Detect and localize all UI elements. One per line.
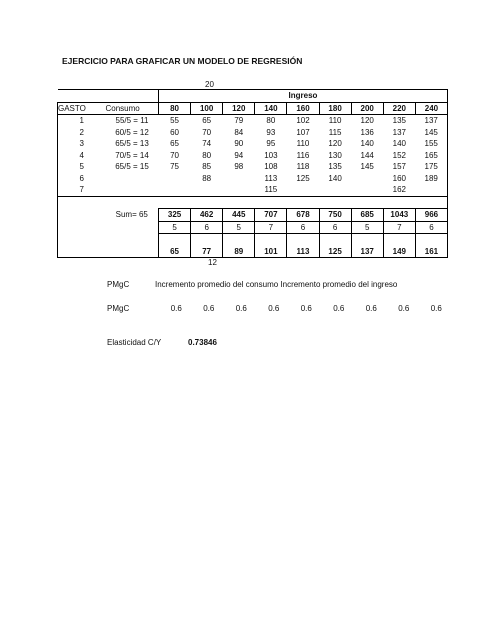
value-cell: 84 xyxy=(234,127,244,137)
regression-table xyxy=(57,89,448,258)
value-cell: 120 xyxy=(360,116,374,126)
value-cell: 175 xyxy=(415,161,447,173)
gasto-cell: 4 xyxy=(58,150,106,162)
value-cell: 79 xyxy=(234,116,244,126)
value-cell xyxy=(159,173,191,185)
pmgc-value: 0.6 xyxy=(170,304,182,313)
consumo-cell: 60/5 = 12 xyxy=(115,127,149,137)
value-cell: 145 xyxy=(415,127,447,139)
value-cell: 125 xyxy=(296,173,310,183)
income-header: 120 xyxy=(223,102,255,115)
elasticity-label: Elasticidad C/Y xyxy=(107,338,162,347)
document-title: EJERCICIO PARA GRAFICAR UN MODELO DE REGRESIÓN xyxy=(62,56,303,66)
value-cell: 75 xyxy=(170,162,179,172)
sum-cell: 678 xyxy=(287,209,319,222)
value-cell xyxy=(351,184,383,196)
sum-label: Sum= 65 xyxy=(115,210,148,220)
value-cell xyxy=(415,184,447,196)
sum-cell: 966 xyxy=(415,209,447,222)
value-cell: 65 xyxy=(202,116,212,126)
count-cell: 5 xyxy=(159,221,191,234)
pmgc-value: 0.6 xyxy=(333,304,345,313)
value-cell: 110 xyxy=(296,139,310,149)
value-cell: 162 xyxy=(392,185,406,195)
sum-cell: 325 xyxy=(159,209,191,222)
sum-cell: 445 xyxy=(223,209,255,222)
value-cell: 70 xyxy=(202,127,212,137)
gasto-cell: 6 xyxy=(58,173,106,185)
income-header: 100 xyxy=(191,102,223,115)
income-header: 160 xyxy=(287,102,319,115)
value-cell: 80 xyxy=(202,150,212,160)
consumo-cell xyxy=(106,184,159,196)
count-cell: 7 xyxy=(383,221,415,234)
income-header: 140 xyxy=(255,102,287,115)
table-row xyxy=(58,115,448,127)
ingreso-header: Ingreso xyxy=(159,90,448,103)
value-cell: 116 xyxy=(296,150,310,160)
consumo-cell: 70/5 = 14 xyxy=(115,150,149,160)
count-cell: 7 xyxy=(255,221,287,234)
value-cell: 135 xyxy=(328,162,342,172)
table-row xyxy=(58,184,448,196)
count-cell: 5 xyxy=(223,221,255,234)
mean-cell: 137 xyxy=(351,246,383,258)
value-cell: 140 xyxy=(360,139,374,149)
value-cell: 130 xyxy=(328,150,342,160)
pmgc-value: 0.6 xyxy=(203,304,215,313)
pmgc-value: 0.6 xyxy=(268,304,280,313)
sum-cell: 462 xyxy=(191,209,223,222)
gasto-cell: 1 xyxy=(58,115,106,127)
table-row xyxy=(58,150,448,162)
value-cell: 90 xyxy=(234,139,244,149)
income-header: 220 xyxy=(383,102,415,115)
value-cell: 160 xyxy=(392,173,406,183)
pmgc-value: 0.6 xyxy=(365,304,377,313)
count-cell: 6 xyxy=(319,221,351,234)
income-header: 180 xyxy=(319,102,351,115)
gasto-cell: 5 xyxy=(58,161,106,173)
value-cell: 135 xyxy=(392,116,406,126)
value-cell xyxy=(223,173,255,185)
value-cell: 55 xyxy=(170,116,179,126)
value-cell: 189 xyxy=(415,173,447,185)
pmgc-label: PMgC xyxy=(107,304,130,313)
gasto-cell: 7 xyxy=(58,184,106,196)
table-row xyxy=(58,138,448,150)
count-cell: 5 xyxy=(351,221,383,234)
pmgc-description: Incremento promedio del consumo Incremento promedio del ingreso xyxy=(155,280,398,289)
value-cell: 60 xyxy=(170,127,179,137)
sum-cell: 750 xyxy=(319,209,351,222)
spacer-row xyxy=(58,234,448,246)
mean-cell: 125 xyxy=(319,246,351,258)
value-cell: 165 xyxy=(415,150,447,162)
value-cell: 88 xyxy=(202,173,212,183)
value-cell: 152 xyxy=(392,150,406,160)
table-row xyxy=(58,173,448,185)
income-header: 240 xyxy=(415,102,447,115)
label-bottom: 12 xyxy=(208,258,217,267)
value-cell: 93 xyxy=(266,127,276,137)
value-cell: 136 xyxy=(360,127,374,137)
value-cell: 85 xyxy=(202,162,212,172)
consumo-cell: 55/5 = 11 xyxy=(115,116,149,126)
count-cell: 6 xyxy=(415,221,447,234)
value-cell: 115 xyxy=(328,127,342,137)
consumo-cell: 65/5 = 13 xyxy=(115,139,149,149)
gasto-cell: 2 xyxy=(58,127,106,139)
value-cell: 102 xyxy=(296,116,310,126)
value-cell xyxy=(319,184,351,196)
mean-cell: 89 xyxy=(223,246,255,258)
value-cell: 74 xyxy=(202,139,212,149)
value-cell: 144 xyxy=(360,150,374,160)
value-cell: 113 xyxy=(264,173,278,183)
value-cell: 145 xyxy=(360,162,374,172)
gasto-cell: 3 xyxy=(58,138,106,150)
value-cell: 157 xyxy=(392,162,406,172)
value-cell xyxy=(223,184,255,196)
mean-cell: 149 xyxy=(383,246,415,258)
consumo-cell: 65/5 = 15 xyxy=(115,162,149,172)
mean-cell: 161 xyxy=(415,246,447,258)
value-cell: 103 xyxy=(264,150,278,160)
count-cell: 6 xyxy=(191,221,223,234)
value-cell xyxy=(351,173,383,185)
mean-cell: 113 xyxy=(287,246,319,258)
spacer-row xyxy=(58,196,448,209)
mean-cell: 65 xyxy=(159,246,191,258)
value-cell: 65 xyxy=(170,139,179,149)
value-cell xyxy=(191,184,223,196)
value-cell: 137 xyxy=(392,127,406,137)
label-top: 20 xyxy=(205,80,214,89)
value-cell: 108 xyxy=(264,162,278,172)
value-cell: 98 xyxy=(234,162,244,172)
value-cell: 107 xyxy=(296,127,310,137)
value-cell xyxy=(159,184,191,196)
table-row xyxy=(58,127,448,139)
pmgc-label: PMgC xyxy=(107,280,130,289)
consumo-cell xyxy=(106,173,159,185)
elasticity-value: 0.73846 xyxy=(188,338,217,347)
pmgc-value: 0.6 xyxy=(398,304,410,313)
value-cell: 155 xyxy=(415,138,447,150)
value-cell: 120 xyxy=(328,139,342,149)
pmgc-values xyxy=(160,304,460,313)
value-cell: 80 xyxy=(266,116,276,126)
value-cell xyxy=(287,184,319,196)
value-cell: 95 xyxy=(266,139,276,149)
value-cell: 115 xyxy=(264,185,278,195)
gasto-header: GASTO xyxy=(58,102,106,115)
sum-cell: 1043 xyxy=(383,209,415,222)
value-cell: 140 xyxy=(328,173,342,183)
count-row xyxy=(58,221,448,234)
value-cell: 137 xyxy=(415,115,447,127)
pmgc-value: 0.6 xyxy=(430,304,442,313)
consumo-header: Consumo xyxy=(106,102,159,115)
value-cell: 94 xyxy=(234,150,244,160)
column-header-row xyxy=(58,102,448,115)
count-cell: 6 xyxy=(287,221,319,234)
mean-cell: 77 xyxy=(191,246,223,258)
value-cell: 110 xyxy=(328,116,342,126)
income-header: 80 xyxy=(159,102,191,115)
value-cell: 118 xyxy=(296,162,310,172)
sum-row xyxy=(58,209,448,222)
value-cell: 70 xyxy=(170,150,179,160)
pmgc-value: 0.6 xyxy=(235,304,247,313)
pmgc-value: 0.6 xyxy=(300,304,312,313)
sum-cell: 685 xyxy=(351,209,383,222)
table-row xyxy=(58,161,448,173)
mean-row xyxy=(58,246,448,258)
income-header: 200 xyxy=(351,102,383,115)
value-cell: 140 xyxy=(392,139,406,149)
ingreso-header-row xyxy=(58,90,448,103)
sum-cell: 707 xyxy=(255,209,287,222)
mean-cell: 101 xyxy=(255,246,287,258)
